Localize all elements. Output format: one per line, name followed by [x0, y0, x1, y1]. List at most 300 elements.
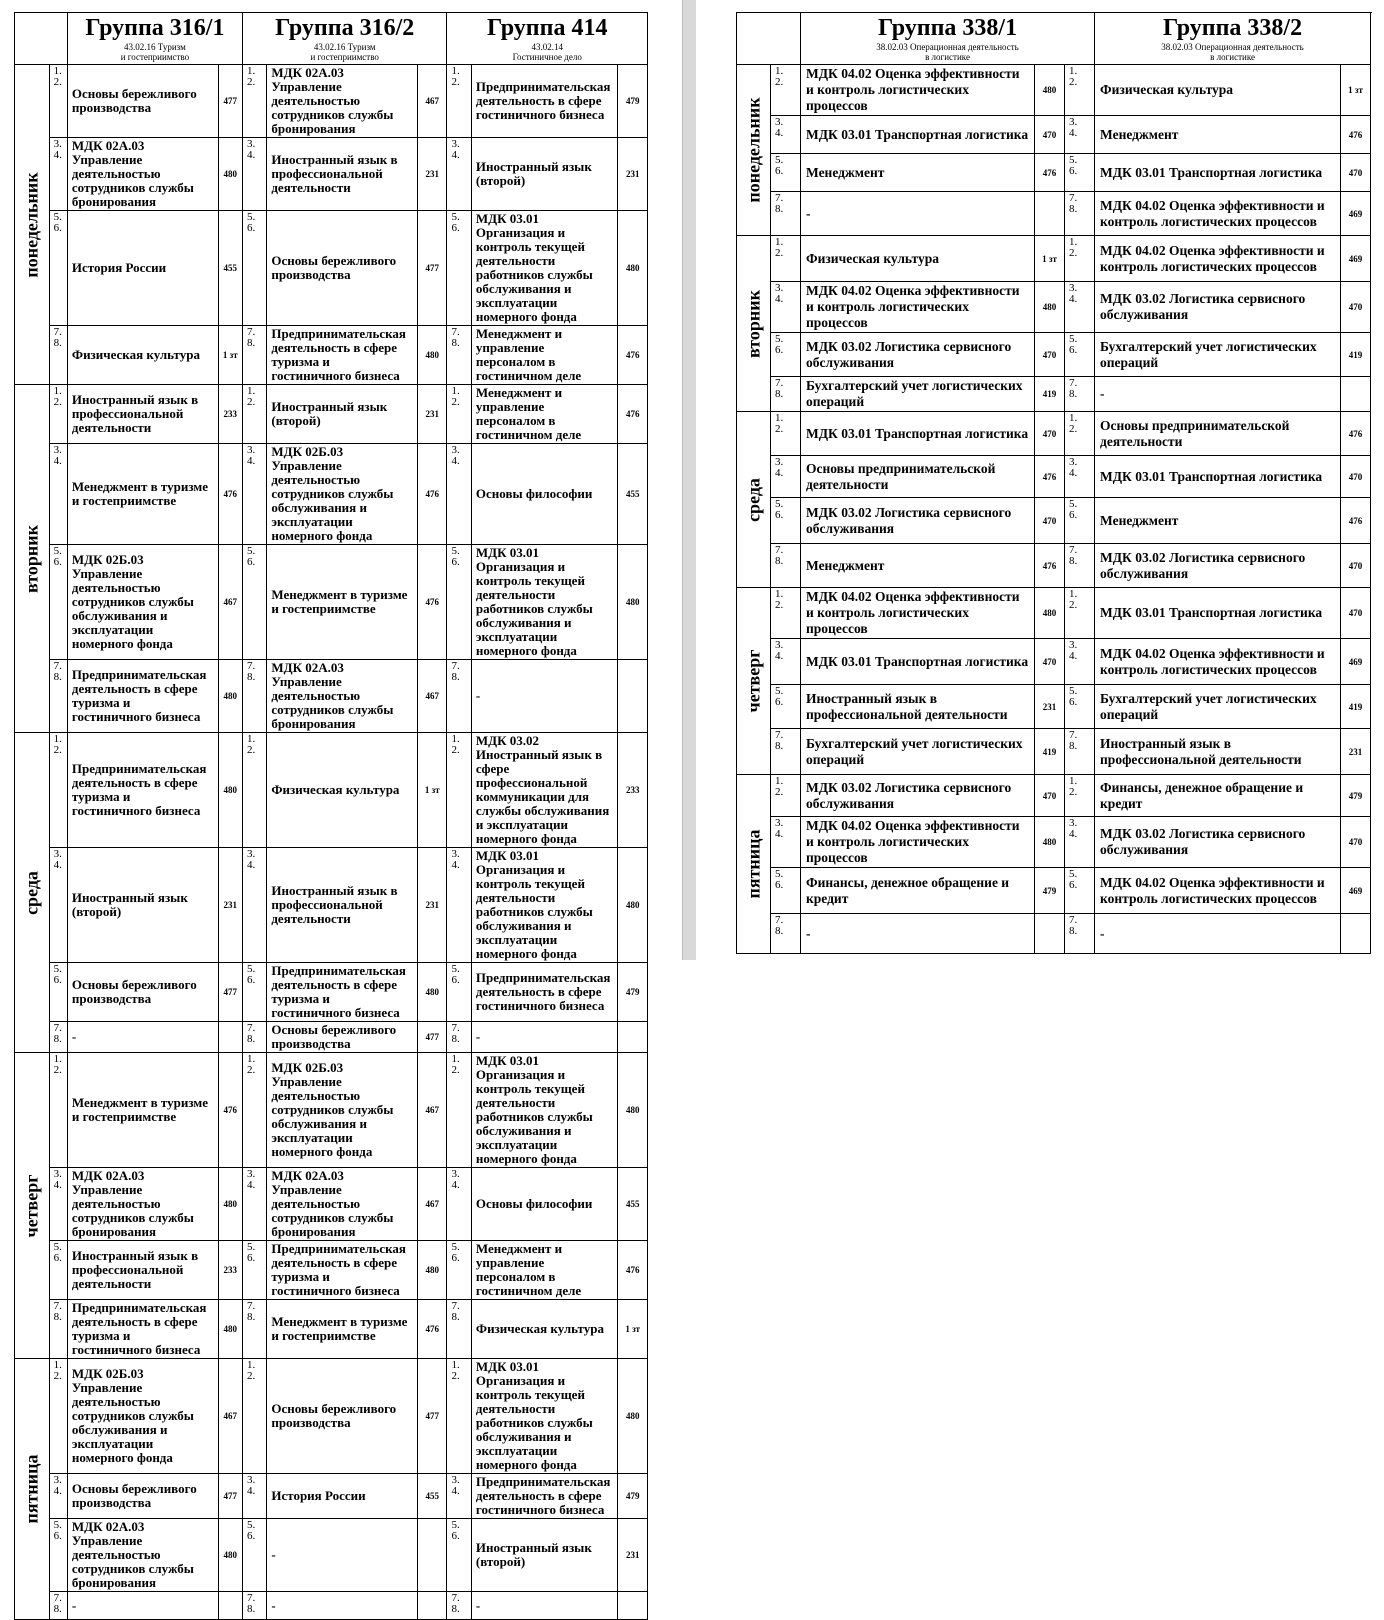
- room-cell: 231: [417, 138, 447, 211]
- subject-cell: Менеджмент: [1095, 498, 1341, 544]
- lesson-number: 7. 8.: [242, 1022, 266, 1053]
- room-cell: 477: [417, 211, 447, 326]
- lesson-number: 3. 4.: [49, 1474, 67, 1519]
- subject-cell: МДК 02Б.03 Управление деятельностью сотрудников службы обслуживания и эксплуатации номерного фонда: [67, 1359, 218, 1474]
- lesson-number: 3. 4.: [1065, 817, 1095, 868]
- lesson-number: 3. 4.: [771, 282, 801, 333]
- lesson-number: 1. 2.: [1065, 775, 1095, 817]
- lesson-number: 1. 2.: [49, 733, 67, 848]
- subject-cell: МДК 02А.03 Управление деятельностью сотрудников службы бронирования: [67, 1168, 218, 1241]
- subject-cell: Предпринимательская деятельность в сфере туризма и гостиничного бизнеса: [67, 733, 218, 848]
- lesson-number: 1. 2.: [447, 1053, 471, 1168]
- day-name: вторник: [21, 524, 42, 593]
- lesson-number: 7. 8.: [49, 660, 67, 733]
- lesson-number: 3. 4.: [447, 1168, 471, 1241]
- subject-cell: МДК 02Б.03 Управление деятельностью сотрудников службы обслуживания и эксплуатации номерного фонда: [267, 1053, 418, 1168]
- room-cell: 1 зт: [218, 326, 242, 385]
- subject-cell: МДК 04.02 Оценка эффективности и контроль логистических процессов: [1095, 192, 1341, 236]
- lesson-number: 3. 4.: [49, 848, 67, 963]
- group-title: Группа 316/2: [275, 15, 415, 41]
- group-header: [447, 13, 648, 65]
- subject-cell: Основы бережливого производства: [67, 65, 218, 138]
- lesson-number: 7. 8.: [1065, 914, 1095, 954]
- lesson-number: 7. 8.: [447, 326, 471, 385]
- room-cell: 470: [1035, 412, 1065, 456]
- lesson-number: 1. 2.: [242, 385, 266, 444]
- subject-cell: МДК 04.02 Оценка эффективности и контроль логистических процессов: [1095, 868, 1341, 914]
- group-specialty: 38.02.03 Операционная деятельность: [876, 42, 1019, 52]
- lesson-number: 5. 6.: [447, 1241, 471, 1300]
- room-cell: [1035, 192, 1065, 236]
- subject-cell: Иностранный язык (второй): [471, 1519, 618, 1592]
- room-cell: 469: [1341, 236, 1371, 282]
- room-cell: 467: [218, 1359, 242, 1474]
- subject-cell: Предпринимательская деятельность в сфере гостиничного бизнеса: [471, 1474, 618, 1519]
- subject-cell: МДК 03.01 Организация и контроль текущей деятельности работников службы обслуживания и эксплуатации номерного фонда: [471, 211, 618, 326]
- lesson-number: 7. 8.: [242, 660, 266, 733]
- lesson-number: 1. 2.: [771, 588, 801, 639]
- day-label: [15, 1053, 50, 1359]
- room-cell: 233: [618, 733, 648, 848]
- lesson-number: 7. 8.: [49, 326, 67, 385]
- room-cell: 476: [1035, 154, 1065, 192]
- lesson-number: 7. 8.: [242, 1300, 266, 1359]
- lesson-number: 5. 6.: [49, 1241, 67, 1300]
- subject-cell: Иностранный язык в профессиональной деятельности: [801, 685, 1035, 729]
- room-cell: 231: [1341, 729, 1371, 775]
- subject-cell: Физическая культура: [801, 236, 1035, 282]
- room-cell: 470: [1341, 588, 1371, 639]
- lesson-number: 7. 8.: [242, 326, 266, 385]
- room-cell: 231: [417, 848, 447, 963]
- day-name: среда: [21, 870, 42, 915]
- subject-cell: Предпринимательская деятельность в сфере туризма и гостиничного бизнеса: [67, 1300, 218, 1359]
- subject-cell: Бухгалтерский учет логистических операций: [801, 729, 1035, 775]
- subject-cell: Иностранный язык в профессиональной деятельности: [267, 848, 418, 963]
- subject-cell: Иностранный язык в профессиональной деятельности: [1095, 729, 1341, 775]
- room-cell: 480: [218, 1300, 242, 1359]
- subject-cell: -: [267, 1592, 418, 1620]
- group-specialty-line2: в логистике: [1210, 52, 1255, 62]
- room-cell: 480: [218, 660, 242, 733]
- lesson-number: 7. 8.: [447, 1300, 471, 1359]
- subject-cell: Менеджмент: [801, 154, 1035, 192]
- room-cell: 476: [218, 1053, 242, 1168]
- lesson-number: 7. 8.: [242, 1592, 266, 1620]
- lesson-number: 5. 6.: [447, 1519, 471, 1592]
- room-cell: 470: [1341, 544, 1371, 588]
- room-cell: 419: [1035, 729, 1065, 775]
- group-header: [801, 13, 1095, 65]
- lesson-number: 1. 2.: [49, 65, 67, 138]
- subject-cell: МДК 03.01 Транспортная логистика: [1095, 588, 1341, 639]
- header-corner: [15, 13, 68, 65]
- room-cell: 479: [618, 963, 648, 1022]
- lesson-number: 3. 4.: [242, 444, 266, 545]
- room-cell: 1 зт: [618, 1300, 648, 1359]
- room-cell: 480: [218, 733, 242, 848]
- room-cell: 470: [1035, 639, 1065, 685]
- lesson-number: 5. 6.: [447, 545, 471, 660]
- day-name: среда: [743, 477, 763, 522]
- lesson-number: 1. 2.: [242, 65, 266, 138]
- lesson-number: 1. 2.: [49, 1359, 67, 1474]
- room-cell: 231: [618, 1519, 648, 1592]
- room-cell: 469: [1341, 192, 1371, 236]
- lesson-number: 1. 2.: [447, 385, 471, 444]
- room-cell: 469: [1341, 639, 1371, 685]
- room-cell: 476: [218, 444, 242, 545]
- day-name: понедельник: [743, 97, 763, 203]
- lesson-number: 5. 6.: [242, 1241, 266, 1300]
- lesson-number: 5. 6.: [49, 963, 67, 1022]
- schedule-table-left: [14, 12, 648, 1620]
- right-page: [696, 0, 1384, 960]
- subject-cell: Менеджмент: [1095, 116, 1341, 154]
- header-corner: [737, 13, 801, 65]
- lesson-number: 1. 2.: [447, 1359, 471, 1474]
- lesson-number: 5. 6.: [49, 545, 67, 660]
- subject-cell: Основы бережливого производства: [67, 1474, 218, 1519]
- day-name: четверг: [743, 649, 763, 713]
- subject-cell: -: [801, 192, 1035, 236]
- subject-cell: Иностранный язык (второй): [471, 138, 618, 211]
- group-header: [242, 13, 447, 65]
- subject-cell: Финансы, денежное обращение и кредит: [801, 868, 1035, 914]
- subject-cell: -: [471, 1592, 618, 1620]
- lesson-number: 1. 2.: [771, 412, 801, 456]
- lesson-number: 7. 8.: [771, 914, 801, 954]
- lesson-number: 5. 6.: [49, 211, 67, 326]
- room-cell: 467: [417, 1168, 447, 1241]
- lesson-number: 7. 8.: [447, 1592, 471, 1620]
- subject-cell: Основы философии: [471, 1168, 618, 1241]
- room-cell: 477: [218, 65, 242, 138]
- subject-cell: МДК 02Б.03 Управление деятельностью сотрудников службы обслуживания и эксплуатации номерного фонда: [267, 444, 418, 545]
- lesson-number: 7. 8.: [1065, 377, 1095, 412]
- group-specialty: 43.02.16 Туризм: [313, 42, 376, 52]
- lesson-number: 3. 4.: [1065, 116, 1095, 154]
- room-cell: 480: [1035, 282, 1065, 333]
- day-label: [15, 385, 50, 733]
- day-label: [737, 65, 771, 236]
- room-cell: 479: [1035, 868, 1065, 914]
- room-cell: 476: [417, 1300, 447, 1359]
- room-cell: [1035, 914, 1065, 954]
- subject-cell: МДК 02А.03 Управление деятельностью сотрудников службы бронирования: [67, 1519, 218, 1592]
- group-specialty-line2: и гостеприимство: [120, 52, 190, 62]
- room-cell: 476: [1341, 412, 1371, 456]
- subject-cell: МДК 02А.03 Управление деятельностью сотрудников службы бронирования: [267, 660, 418, 733]
- subject-cell: МДК 03.02 Логистика сервисного обслуживания: [801, 775, 1035, 817]
- lesson-number: 5. 6.: [447, 963, 471, 1022]
- room-cell: 480: [417, 963, 447, 1022]
- subject-cell: МДК 03.02 Логистика сервисного обслуживания: [1095, 544, 1341, 588]
- subject-cell: Иностранный язык в профессиональной деятельности: [67, 1241, 218, 1300]
- subject-cell: -: [1095, 377, 1341, 412]
- lesson-number: 5. 6.: [771, 868, 801, 914]
- lesson-number: 1. 2.: [771, 775, 801, 817]
- lesson-number: 5. 6.: [242, 545, 266, 660]
- group-specialty-line2: Гостиничное дело: [512, 52, 582, 62]
- room-cell: 470: [1341, 154, 1371, 192]
- group-header: [67, 13, 242, 65]
- lesson-number: 7. 8.: [49, 1592, 67, 1620]
- lesson-number: 5. 6.: [1065, 498, 1095, 544]
- room-cell: 476: [1035, 544, 1065, 588]
- subject-cell: МДК 04.02 Оценка эффективности и контроль логистических процессов: [801, 817, 1035, 868]
- lesson-number: 3. 4.: [242, 848, 266, 963]
- room-cell: [417, 1519, 447, 1592]
- subject-cell: Бухгалтерский учет логистических операций: [1095, 333, 1341, 377]
- lesson-number: 7. 8.: [447, 1022, 471, 1053]
- room-cell: 467: [417, 65, 447, 138]
- left-page: [0, 0, 682, 1615]
- room-cell: 470: [1035, 333, 1065, 377]
- lesson-number: 7. 8.: [1065, 192, 1095, 236]
- lesson-number: 5. 6.: [242, 211, 266, 326]
- lesson-number: 3. 4.: [1065, 282, 1095, 333]
- subject-cell: МДК 03.02 Иностранный язык в сфере профессиональной коммуникации для службы обслуживания и эксплуатации номерного фонда: [471, 733, 618, 848]
- lesson-number: 1. 2.: [771, 236, 801, 282]
- lesson-number: 3. 4.: [447, 138, 471, 211]
- group-specialty-line2: и гостеприимство: [310, 52, 379, 62]
- subject-cell: Предпринимательская деятельность в сфере гостиничного бизнеса: [471, 963, 618, 1022]
- room-cell: 480: [618, 545, 648, 660]
- day-name: пятница: [743, 829, 763, 899]
- lesson-number: 3. 4.: [49, 138, 67, 211]
- room-cell: [618, 1592, 648, 1620]
- subject-cell: Менеджмент в туризме и гостеприимстве: [267, 1300, 418, 1359]
- day-label: [737, 775, 771, 954]
- subject-cell: МДК 02А.03 Управление деятельностью сотрудников службы бронирования: [67, 138, 218, 211]
- subject-cell: Основы предпринимательской деятельности: [1095, 412, 1341, 456]
- subject-cell: Физическая культура: [267, 733, 418, 848]
- lesson-number: 3. 4.: [771, 116, 801, 154]
- room-cell: [1341, 377, 1371, 412]
- subject-cell: МДК 03.01 Транспортная логистика: [1095, 456, 1341, 498]
- lesson-number: 3. 4.: [447, 848, 471, 963]
- lesson-number: 5. 6.: [771, 333, 801, 377]
- lesson-number: 3. 4.: [447, 444, 471, 545]
- room-cell: 480: [618, 1359, 648, 1474]
- subject-cell: Менеджмент в туризме и гостеприимстве: [67, 1053, 218, 1168]
- lesson-number: 5. 6.: [1065, 154, 1095, 192]
- subject-cell: МДК 03.01 Организация и контроль текущей деятельности работников службы обслуживания и эксплуатации номерного фонда: [471, 848, 618, 963]
- day-label: [737, 412, 771, 588]
- subject-cell: МДК 02А.03 Управление деятельностью сотрудников службы бронирования: [267, 65, 418, 138]
- room-cell: 480: [417, 326, 447, 385]
- subject-cell: Физическая культура: [67, 326, 218, 385]
- room-cell: 480: [1035, 817, 1065, 868]
- lesson-number: 1. 2.: [49, 1053, 67, 1168]
- subject-cell: История России: [267, 1474, 418, 1519]
- room-cell: 476: [618, 385, 648, 444]
- subject-cell: Иностранный язык (второй): [67, 848, 218, 963]
- room-cell: [618, 660, 648, 733]
- group-specialty: 43.02.16 Туризм: [124, 42, 186, 52]
- subject-cell: -: [471, 660, 618, 733]
- room-cell: [218, 1592, 242, 1620]
- room-cell: 480: [1035, 65, 1065, 116]
- lesson-number: 1. 2.: [49, 385, 67, 444]
- schedule-table-right: [736, 12, 1371, 954]
- room-cell: 470: [1035, 775, 1065, 817]
- lesson-number: 5. 6.: [1065, 333, 1095, 377]
- lesson-number: 7. 8.: [447, 660, 471, 733]
- room-cell: 480: [218, 1519, 242, 1592]
- lesson-number: 3. 4.: [771, 456, 801, 498]
- subject-cell: МДК 03.01 Транспортная логистика: [1095, 154, 1341, 192]
- room-cell: 233: [218, 385, 242, 444]
- lesson-number: 7. 8.: [49, 1022, 67, 1053]
- group-title: Группа 338/1: [877, 15, 1018, 41]
- lesson-number: 1. 2.: [447, 733, 471, 848]
- subject-cell: Основы бережливого производства: [67, 963, 218, 1022]
- room-cell: 469: [1341, 868, 1371, 914]
- lesson-number: 3. 4.: [1065, 456, 1095, 498]
- subject-cell: МДК 03.01 Организация и контроль текущей деятельности работников службы обслуживания и эксплуатации номерного фонда: [471, 1359, 618, 1474]
- room-cell: 231: [417, 385, 447, 444]
- lesson-number: 1. 2.: [242, 733, 266, 848]
- room-cell: 231: [218, 848, 242, 963]
- room-cell: 419: [1035, 377, 1065, 412]
- subject-cell: Иностранный язык (второй): [267, 385, 418, 444]
- lesson-number: 1. 2.: [447, 65, 471, 138]
- day-label: [15, 1359, 50, 1620]
- subject-cell: Менеджмент и управление персоналом в гостиничном деле: [471, 1241, 618, 1300]
- lesson-number: 5. 6.: [1065, 685, 1095, 729]
- lesson-number: 7. 8.: [49, 1300, 67, 1359]
- lesson-number: 7. 8.: [1065, 544, 1095, 588]
- lesson-number: 7. 8.: [771, 729, 801, 775]
- subject-cell: Бухгалтерский учет логистических операций: [801, 377, 1035, 412]
- lesson-number: 1. 2.: [1065, 236, 1095, 282]
- subject-cell: История России: [67, 211, 218, 326]
- subject-cell: МДК 03.01 Организация и контроль текущей деятельности работников службы обслуживания и эксплуатации номерного фонда: [471, 1053, 618, 1168]
- group-specialty: 43.02.14: [531, 42, 563, 52]
- room-cell: 476: [618, 1241, 648, 1300]
- lesson-number: 5. 6.: [771, 685, 801, 729]
- day-label: [737, 588, 771, 775]
- group-title: Группа 414: [487, 15, 608, 41]
- subject-cell: МДК 03.01 Транспортная логистика: [801, 639, 1035, 685]
- lesson-number: 3. 4.: [1065, 639, 1095, 685]
- subject-cell: Менеджмент и управление персоналом в гостиничном деле: [471, 385, 618, 444]
- subject-cell: Основы бережливого производства: [267, 211, 418, 326]
- subject-cell: Бухгалтерский учет логистических операций: [1095, 685, 1341, 729]
- lesson-number: 3. 4.: [242, 1474, 266, 1519]
- subject-cell: -: [67, 1022, 218, 1053]
- subject-cell: Предпринимательская деятельность в сфере гостиничного бизнеса: [471, 65, 618, 138]
- lesson-number: 1. 2.: [1065, 65, 1095, 116]
- room-cell: 470: [1341, 817, 1371, 868]
- subject-cell: Менеджмент и управление персоналом в гостиничном деле: [471, 326, 618, 385]
- lesson-number: 5. 6.: [771, 498, 801, 544]
- subject-cell: МДК 02Б.03 Управление деятельностью сотрудников службы обслуживания и эксплуатации номерного фонда: [67, 545, 218, 660]
- subject-cell: -: [267, 1519, 418, 1592]
- lesson-number: 5. 6.: [1065, 868, 1095, 914]
- subject-cell: Предпринимательская деятельность в сфере туризма и гостиничного бизнеса: [267, 1241, 418, 1300]
- room-cell: 419: [1341, 685, 1371, 729]
- room-cell: 476: [417, 444, 447, 545]
- room-cell: 455: [618, 444, 648, 545]
- group-specialty: 38.02.03 Операционная деятельность: [1161, 42, 1304, 52]
- lesson-number: 1. 2.: [242, 1359, 266, 1474]
- group-header: [1095, 13, 1371, 65]
- room-cell: [218, 1022, 242, 1053]
- room-cell: 1 зт: [1035, 236, 1065, 282]
- subject-cell: -: [471, 1022, 618, 1053]
- room-cell: 1 зт: [1341, 65, 1371, 116]
- room-cell: 477: [417, 1359, 447, 1474]
- subject-cell: Менеджмент в туризме и гостеприимстве: [267, 545, 418, 660]
- room-cell: 480: [417, 1241, 447, 1300]
- lesson-number: 7. 8.: [771, 192, 801, 236]
- day-name: понедельник: [21, 171, 42, 278]
- room-cell: 467: [417, 1053, 447, 1168]
- lesson-number: 5. 6.: [242, 963, 266, 1022]
- room-cell: 480: [618, 1053, 648, 1168]
- lesson-number: 7. 8.: [771, 544, 801, 588]
- room-cell: 231: [618, 138, 648, 211]
- room-cell: 455: [218, 211, 242, 326]
- day-label: [15, 65, 50, 385]
- subject-cell: МДК 04.02 Оценка эффективности и контроль логистических процессов: [801, 588, 1035, 639]
- room-cell: 470: [1035, 116, 1065, 154]
- room-cell: 480: [618, 848, 648, 963]
- room-cell: 470: [1341, 456, 1371, 498]
- lesson-number: 3. 4.: [771, 817, 801, 868]
- lesson-number: 1. 2.: [771, 65, 801, 116]
- room-cell: 455: [417, 1474, 447, 1519]
- subject-cell: Иностранный язык в профессиональной деятельности: [267, 138, 418, 211]
- room-cell: 470: [1035, 498, 1065, 544]
- room-cell: 470: [1341, 282, 1371, 333]
- room-cell: 231: [1035, 685, 1065, 729]
- lesson-number: 3. 4.: [49, 444, 67, 545]
- lesson-number: 3. 4.: [49, 1168, 67, 1241]
- lesson-number: 1. 2.: [1065, 412, 1095, 456]
- lesson-number: 5. 6.: [447, 211, 471, 326]
- room-cell: 476: [1341, 498, 1371, 544]
- subject-cell: МДК 04.02 Оценка эффективности и контроль логистических процессов: [1095, 236, 1341, 282]
- room-cell: 1 зт: [417, 733, 447, 848]
- room-cell: 477: [218, 963, 242, 1022]
- room-cell: 479: [618, 65, 648, 138]
- room-cell: 477: [218, 1474, 242, 1519]
- subject-cell: Физическая культура: [1095, 65, 1341, 116]
- lesson-number: 1. 2.: [1065, 588, 1095, 639]
- subject-cell: Предпринимательская деятельность в сфере туризма и гостиничного бизнеса: [267, 326, 418, 385]
- subject-cell: Менеджмент в туризме и гостеприимстве: [67, 444, 218, 545]
- day-label: [15, 733, 50, 1053]
- lesson-number: 3. 4.: [242, 1168, 266, 1241]
- page-divider: [682, 0, 683, 960]
- subject-cell: МДК 03.02 Логистика сервисного обслуживания: [801, 333, 1035, 377]
- subject-cell: Предпринимательская деятельность в сфере туризма и гостиничного бизнеса: [267, 963, 418, 1022]
- room-cell: [417, 1592, 447, 1620]
- room-cell: 476: [618, 326, 648, 385]
- room-cell: 476: [1341, 116, 1371, 154]
- room-cell: 467: [218, 545, 242, 660]
- subject-cell: Основы бережливого производства: [267, 1022, 418, 1053]
- subject-cell: МДК 03.01 Транспортная логистика: [801, 116, 1035, 154]
- group-title: Группа 338/2: [1162, 15, 1303, 41]
- lesson-number: 1. 2.: [242, 1053, 266, 1168]
- subject-cell: МДК 03.01 Транспортная логистика: [801, 412, 1035, 456]
- group-specialty-line2: в логистике: [925, 52, 970, 62]
